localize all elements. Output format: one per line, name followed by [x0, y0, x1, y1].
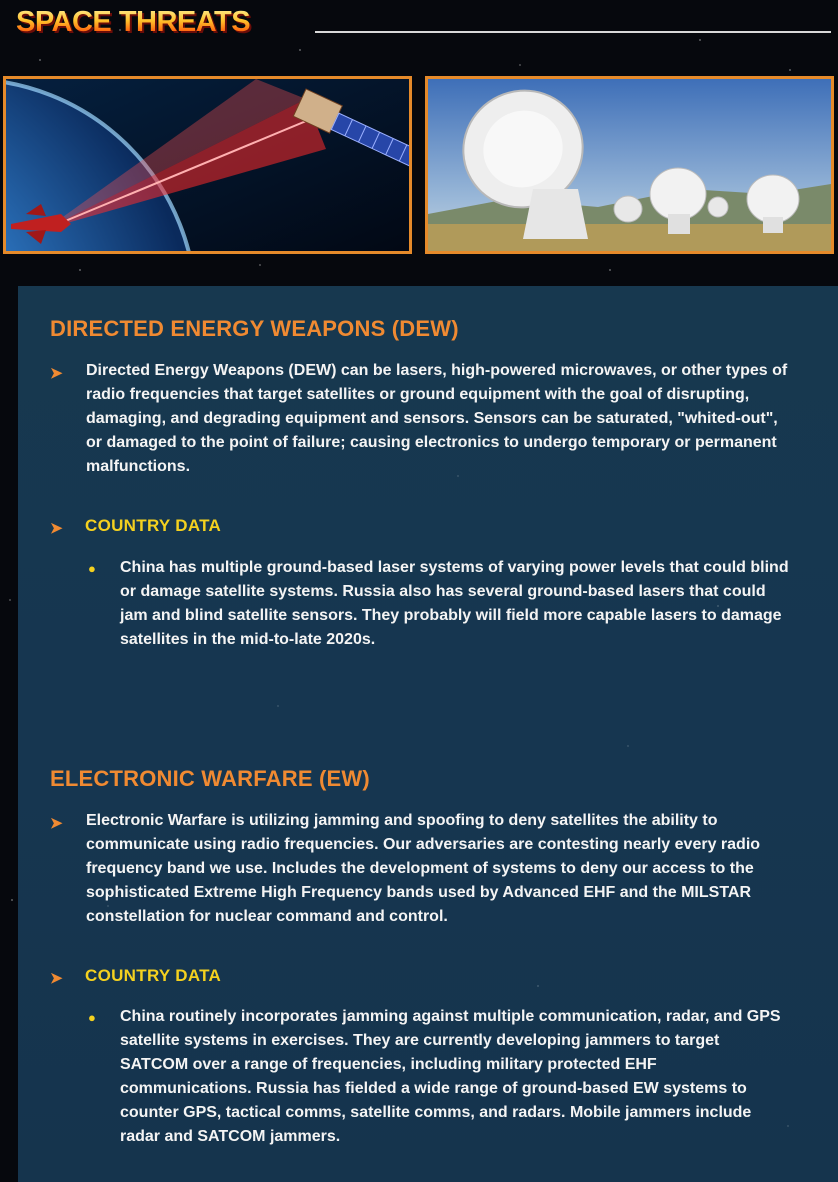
section-description-ew: Electronic Warfare is utilizing jamming and spoofing to deny satellites the ability to communicate using radio frequencies. Our adversaries are contesting nearly every radio frequency band we use. Includes the development of systems to deny our access to the sophisticated Extreme High Frequency bands used by Advanced EHF and the MILSTAR constellation for nuclear command and control. — [86, 812, 761, 925]
page-header — [0, 0, 838, 60]
arrow-icon: ➤ — [50, 520, 63, 537]
arrow-icon: ➤ — [50, 365, 63, 382]
arrow-icon: ➤ — [50, 970, 63, 987]
bullet-icon: ● — [88, 1010, 96, 1025]
page-title: SPACE THREATS — [16, 6, 251, 38]
laser-satellite-image — [3, 76, 412, 254]
country-data-heading-dew: COUNTRY DATA — [85, 516, 222, 535]
bullet-icon: ● — [88, 561, 96, 576]
country-data-heading-ew: COUNTRY DATA — [85, 966, 222, 985]
country-data-dew: China has multiple ground-based laser systems of varying power levels that could blind or damage satellite systems. Russia also has several ground-based lasers that could jam and blind satellite sensors. They probably will field more capable lasers to damage satellites in the mid-to-late 2020s. — [120, 559, 789, 648]
radar-dish-array-image — [425, 76, 834, 254]
country-data-ew: China routinely incorporates jamming against multiple communication, radar, and GPS satellite systems in exercises. They are currently developing jammers to target SATCOM over a range of frequencies, including military protected EHF communications. Russia has fielded a wide range of ground-based EW systems to counter GPS, tactical comms, satellite comms, and radars. Mobile jammers include radar and SATCOM jammers. — [120, 1008, 781, 1145]
section-heading-dew: DIRECTED ENERGY WEAPONS (DEW) — [50, 316, 459, 341]
title-divider — [315, 31, 831, 33]
arrow-icon: ➤ — [50, 815, 63, 832]
section-heading-ew: ELECTRONIC WARFARE (EW) — [50, 766, 370, 791]
section-description-dew: Directed Energy Weapons (DEW) can be lasers, high-powered microwaves, or other types of radio frequencies that target satellites or ground equipment with the goal of disrupting, damaging, and degrading equipment and sensors. Sensors can be saturated, "whited-out", or damaged to the point of failure; causing electronics to undergo temporary or permanent malfunctions. — [86, 362, 788, 475]
